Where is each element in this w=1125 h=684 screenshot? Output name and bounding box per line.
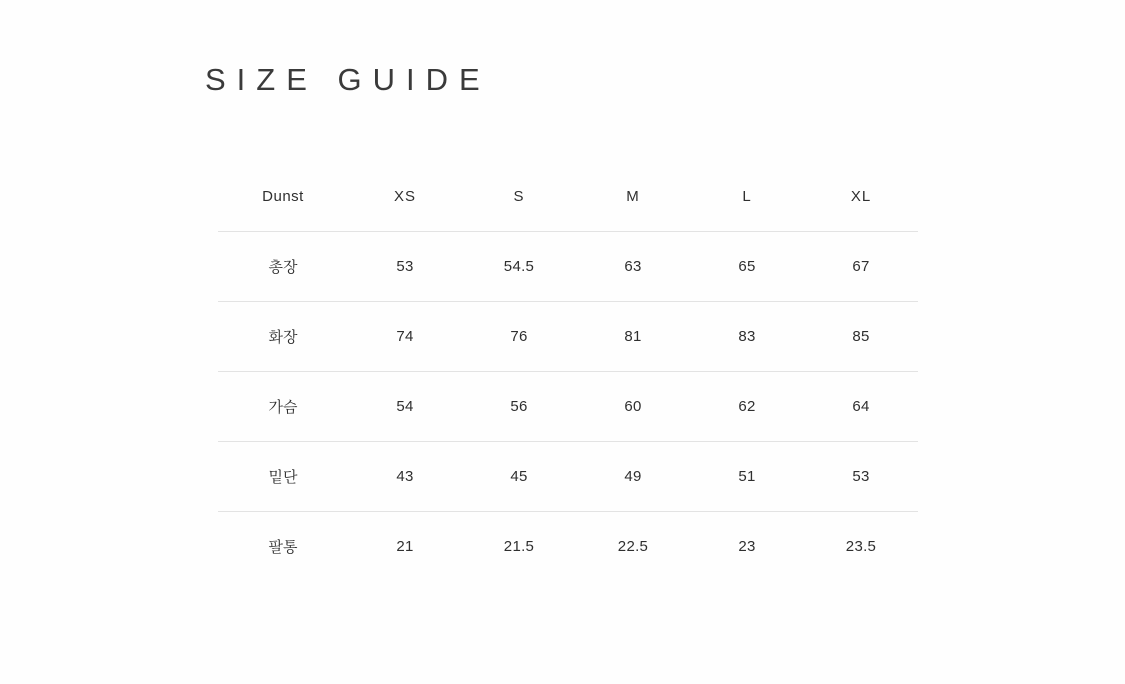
cell-chongjang-s: 54.5	[503, 258, 535, 275]
size-header-xs: XS	[393, 188, 416, 205]
cell-mitdan-xs: 43	[396, 468, 414, 485]
cell-paltong-xs: 21	[396, 538, 414, 555]
size-table	[218, 172, 918, 581]
table-row	[218, 512, 918, 582]
cell-gaseum-m: 60	[624, 398, 642, 415]
cell-chongjang-l: 65	[738, 258, 756, 275]
cell-hwajang-m: 81	[624, 328, 642, 345]
cell-paltong-s: 21.5	[503, 538, 535, 555]
cell-chongjang-m: 63	[624, 258, 642, 275]
cell-paltong-xl: 23.5	[845, 538, 877, 555]
size-table-header	[218, 172, 918, 232]
row-label-gaseum: 가슴	[268, 399, 298, 416]
cell-hwajang-l: 83	[738, 328, 756, 345]
size-header-xl: XL	[850, 188, 872, 205]
cell-paltong-m: 22.5	[617, 538, 649, 555]
row-label-mitdan: 밑단	[268, 469, 298, 486]
size-header-m: M	[626, 188, 640, 205]
table-row	[218, 302, 918, 372]
cell-hwajang-xs: 74	[396, 328, 414, 345]
cell-chongjang-xs: 53	[396, 258, 414, 275]
cell-mitdan-xl: 53	[852, 468, 870, 485]
table-row	[218, 232, 918, 302]
size-table-container	[218, 172, 908, 581]
cell-paltong-l: 23	[738, 538, 756, 555]
cell-gaseum-xl: 64	[852, 398, 870, 415]
cell-chongjang-xl: 67	[852, 258, 870, 275]
size-header-l: L	[742, 188, 752, 205]
cell-gaseum-l: 62	[738, 398, 756, 415]
table-row	[218, 372, 918, 442]
row-label-hwajang: 화장	[268, 329, 298, 346]
cell-gaseum-s: 56	[510, 398, 528, 415]
cell-mitdan-s: 45	[510, 468, 528, 485]
table-row	[218, 442, 918, 512]
row-label-chongjang: 총장	[268, 259, 298, 276]
row-label-paltong: 팔통	[268, 539, 298, 556]
table-header-row	[218, 172, 918, 232]
cell-mitdan-l: 51	[738, 468, 756, 485]
size-header-s: S	[513, 188, 525, 205]
page-title: SIZE GUIDE	[205, 62, 491, 97]
cell-hwajang-xl: 85	[852, 328, 870, 345]
size-table-body	[218, 232, 918, 582]
cell-gaseum-xs: 54	[396, 398, 414, 415]
cell-hwajang-s: 76	[510, 328, 528, 345]
cell-mitdan-m: 49	[624, 468, 642, 485]
brand-label: Dunst	[262, 188, 304, 205]
